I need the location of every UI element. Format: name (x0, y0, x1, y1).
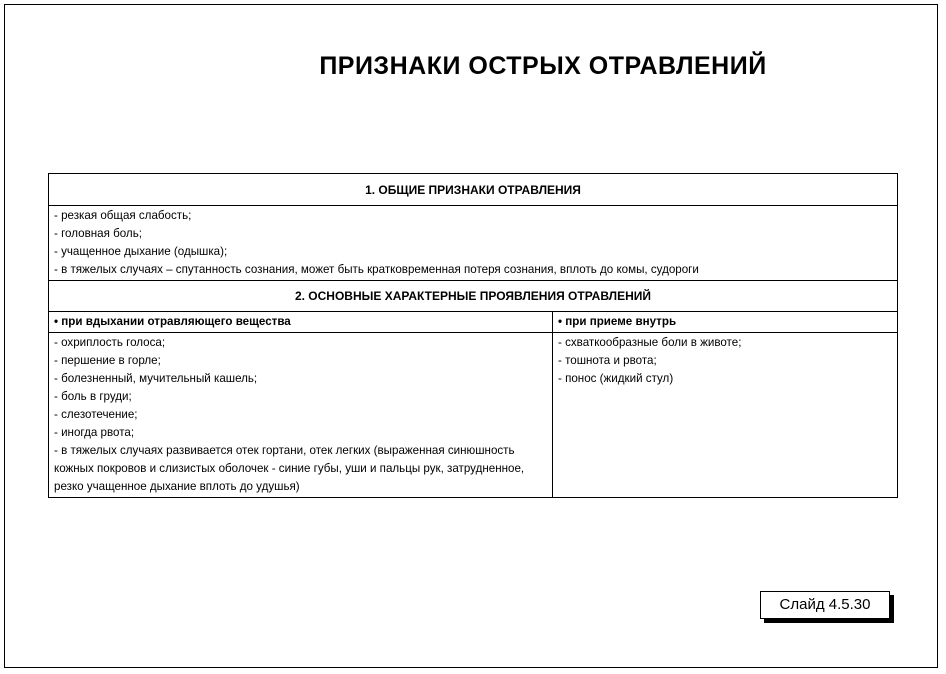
list-item: - головная боль; (54, 227, 142, 240)
list-item: - слезотечение; (54, 408, 138, 421)
list-item: - в тяжелых случаях развивается отек гортани, отек легких (выраженная синюшность кожных покровов и слизистых оболочек - синие губы, уши и пальцы рук, затрудненное, резко учащенное дыхание вплоть до удушья) (54, 444, 525, 493)
ingestion-list (553, 333, 898, 498)
list-item: - в тяжелых случаях – спутанность сознания, может быть кратковременная потеря сознания, вплоть до комы, судороги (54, 263, 699, 276)
ingestion-heading: • при приеме внутрь (553, 312, 898, 333)
list-item: - болезненный, мучительный кашель; (54, 372, 258, 385)
inhalation-list (49, 333, 553, 498)
list-item: - учащенное дыхание (одышка); (54, 245, 228, 258)
list-item: - першение в горле; (54, 354, 161, 367)
poisoning-signs-table (48, 173, 898, 498)
list-item: - иногда рвота; (54, 426, 135, 439)
list-item: - понос (жидкий стул) (558, 372, 674, 385)
section2-heading: 2. ОСНОВНЫЕ ХАРАКТЕРНЫЕ ПРОЯВЛЕНИЯ ОТРАВЛЕНИЙ (49, 281, 898, 312)
section1-heading: 1. ОБЩИЕ ПРИЗНАКИ ОТРАВЛЕНИЯ (49, 174, 898, 206)
page-title: ПРИЗНАКИ ОСТРЫХ ОТРАВЛЕНИЙ (319, 52, 767, 80)
inhalation-heading: • при вдыхании отравляющего вещества (49, 312, 553, 333)
list-item: - охриплость голоса; (54, 336, 166, 349)
list-item: - резкая общая слабость; (54, 209, 192, 222)
list-item: - боль в груди; (54, 390, 132, 403)
slide-number-label: Слайд 4.5.30 (760, 591, 890, 619)
list-item: - тошнота и рвота; (558, 354, 657, 367)
section1-list (49, 206, 898, 281)
list-item: - схваткообразные боли в животе; (558, 336, 742, 349)
